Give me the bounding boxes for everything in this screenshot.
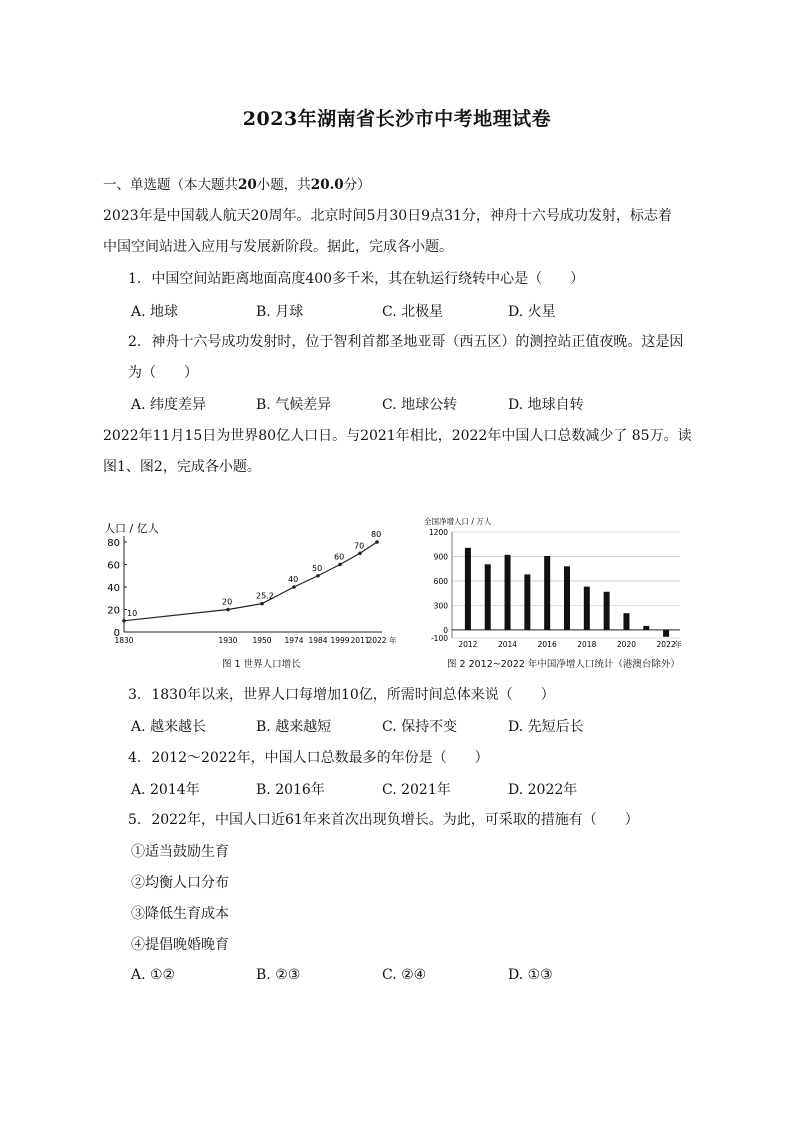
q5-measure-3: ③降低生育成本 <box>131 906 229 922</box>
fig2-bar <box>604 592 610 630</box>
fig1-data-label: 10 <box>127 608 138 618</box>
section-heading-mid: 小题，共 <box>256 177 311 193</box>
fig1-data-point <box>338 563 342 567</box>
exam-title: 2023年湖南省长沙市中考地理试卷 <box>242 108 552 130</box>
fig1-data-label: 25.2 <box>256 591 274 601</box>
q4-option-c: C. 2021年 <box>382 782 451 798</box>
question-2-text-1: 神舟十六号成功发射时，位于智利首都圣地亚哥（西五区）的测控站正值夜晚。这是因 <box>151 334 684 350</box>
fig2-y-tick-label: 0 <box>443 625 448 635</box>
fig1-data-point <box>375 540 379 544</box>
q2-option-a: A. 纬度差异 <box>131 397 207 413</box>
question-1-text: 中国空间站距离地面高度400多千米，其在轨运行绕转中心是（ ） <box>151 271 585 287</box>
fig2-y-tick-label: 900 <box>433 552 448 562</box>
intro2-line2: 图1、图2，完成各小题。 <box>103 459 261 475</box>
figure-1-world-population-chart <box>100 520 410 670</box>
question-3 <box>128 685 555 705</box>
figure-2-china-net-increase-chart <box>420 512 695 662</box>
fig1-data-label: 40 <box>288 575 299 584</box>
question-4-text: 2012～2022年，中国人口总数最多的年份是（ ） <box>151 750 489 766</box>
fig1-y-tick-label: 0 <box>113 628 120 639</box>
question-count: 20 <box>238 177 257 193</box>
intro1-line1: 2023年是中国载人航天20周年。北京时间5月30日9点31分，神舟十六号成功发射，标志着 <box>103 208 672 224</box>
fig2-y-tick-label: -100 <box>430 634 448 643</box>
q2-option-b: B. 气候差异 <box>256 397 332 413</box>
q5-option-b: B. ②③ <box>256 967 301 983</box>
fig2-bar <box>643 626 649 630</box>
question-1 <box>128 269 584 289</box>
question-2-number: 2. <box>128 334 142 350</box>
question-2-text-2: 为（ ） <box>128 365 198 381</box>
fig1-data-point <box>226 608 230 612</box>
fig2-x-tick-label: 2014 <box>497 640 518 649</box>
q4-option-b: B. 2016年 <box>256 782 325 798</box>
fig1-data-point <box>316 574 320 578</box>
q1-option-b: B. 月球 <box>256 304 304 320</box>
fig1-x-tick-label: 1830 <box>114 636 134 645</box>
fig1-y-tick-label: 60 <box>107 560 120 572</box>
question-3-number: 3. <box>128 687 142 703</box>
q5-measure-2: ②均衡人口分布 <box>131 875 229 891</box>
fig1-data-point <box>260 602 264 606</box>
fig2-bar <box>564 566 570 630</box>
fig1-x-tick-label: 1950 <box>252 636 272 645</box>
fig1-data-label: 70 <box>354 541 365 551</box>
intro2-line1: 2022年11月15日为世界80亿人口日。与2021年相比，2022年中国人口总数减少了 85万。读 <box>103 428 692 444</box>
fig1-x-tick-label: 1974 <box>284 636 304 645</box>
question-2 <box>128 332 683 352</box>
fig1-x-tick-label: 2022 <box>367 636 387 645</box>
question-4 <box>128 748 489 768</box>
fig1-x-tick-label: 1984 <box>308 636 328 645</box>
figure-1-caption: 图 1 世界人口增长 <box>222 659 301 670</box>
q5-option-c: C. ②④ <box>382 967 427 983</box>
q5-option-d: D. ①③ <box>508 967 553 983</box>
fig1-x-axis-unit: 年 <box>389 636 397 645</box>
fig1-data-point <box>358 551 362 555</box>
q3-option-b: B. 越来越短 <box>256 719 332 735</box>
fig2-x-tick-label: 2022 <box>656 640 676 649</box>
fig2-bar <box>544 556 550 630</box>
total-points: 20.0 <box>310 177 344 193</box>
fig1-data-label: 80 <box>371 530 382 539</box>
fig1-data-point <box>122 619 126 623</box>
section-heading <box>103 175 371 195</box>
question-4-number: 4. <box>128 750 142 766</box>
q3-option-a: A. 越来越长 <box>131 719 207 735</box>
question-5-text: 2022年，中国人口近61年来首次出现负增长。为此，可采取的措施有（ ） <box>151 812 639 828</box>
fig1-y-tick-label: 80 <box>107 538 120 549</box>
fig2-y-axis-label: 全国净增人口 / 万人 <box>424 517 492 526</box>
fig2-x-tick-label: 2012 <box>458 640 478 649</box>
q3-option-c: C. 保持不变 <box>382 719 458 735</box>
section-heading-text: 一、单选题（本大题共 <box>103 177 238 193</box>
fig1-y-tick-label: 40 <box>107 583 120 594</box>
fig2-x-tick-label: 2020 <box>616 640 637 649</box>
question-1-number: 1. <box>128 271 142 287</box>
fig1-x-tick-label: 2011 <box>350 636 370 645</box>
figure-2-caption: 图 2 2012~2022 年中国净增人口统计（港澳台除外） <box>447 659 680 670</box>
q2-option-c: C. 地球公转 <box>382 397 458 413</box>
fig2-bar <box>663 630 669 637</box>
question-3-text: 1830年以来，世界人口每增加10亿，所需时间总体来说（ ） <box>151 687 555 703</box>
fig1-data-label: 50 <box>312 563 323 573</box>
intro1-line2: 中国空间站进入应用与发展新阶段。据此，完成各小题。 <box>103 239 453 255</box>
q1-option-d: D. 火星 <box>508 304 556 320</box>
fig2-y-tick-label: 600 <box>433 576 448 586</box>
fig2-x-tick-label: 2018 <box>577 640 597 649</box>
q4-option-a: A. 2014年 <box>131 782 200 798</box>
q5-measure-4: ④提倡晚婚晚育 <box>131 937 229 953</box>
fig1-data-point <box>292 585 296 589</box>
fig2-x-tick-label: 2016 <box>537 640 557 649</box>
fig2-x-axis-unit: 年 <box>674 640 682 649</box>
question-5-number: 5. <box>128 812 142 828</box>
fig2-bar <box>465 548 471 630</box>
fig1-y-axis-label: 人口 / 亿人 <box>104 522 159 535</box>
fig1-x-tick-label: 1930 <box>218 636 238 645</box>
fig2-bar <box>505 555 511 630</box>
question-5 <box>128 810 639 830</box>
fig2-y-tick-label: 300 <box>433 601 448 611</box>
q5-measure-1: ①适当鼓励生育 <box>131 844 229 860</box>
q1-option-c: C. 北极星 <box>382 304 444 320</box>
fig2-y-tick-label: 1200 <box>428 528 448 537</box>
fig2-bar <box>485 564 491 630</box>
q1-option-a: A. 地球 <box>131 304 179 320</box>
q5-option-a: A. ①② <box>131 967 176 983</box>
fig2-bar <box>623 613 629 630</box>
q3-option-d: D. 先短后长 <box>508 719 584 735</box>
fig1-y-tick-label: 20 <box>107 605 120 617</box>
fig2-bar <box>584 587 590 630</box>
section-heading-tail: 分） <box>343 177 371 193</box>
fig1-data-label: 20 <box>222 597 233 607</box>
fig1-data-label: 60 <box>334 552 345 562</box>
fig2-bar <box>524 574 530 629</box>
q4-option-d: D. 2022年 <box>508 782 578 798</box>
q2-option-d: D. 地球自转 <box>508 397 584 413</box>
fig1-x-tick-label: 1999 <box>330 636 350 645</box>
